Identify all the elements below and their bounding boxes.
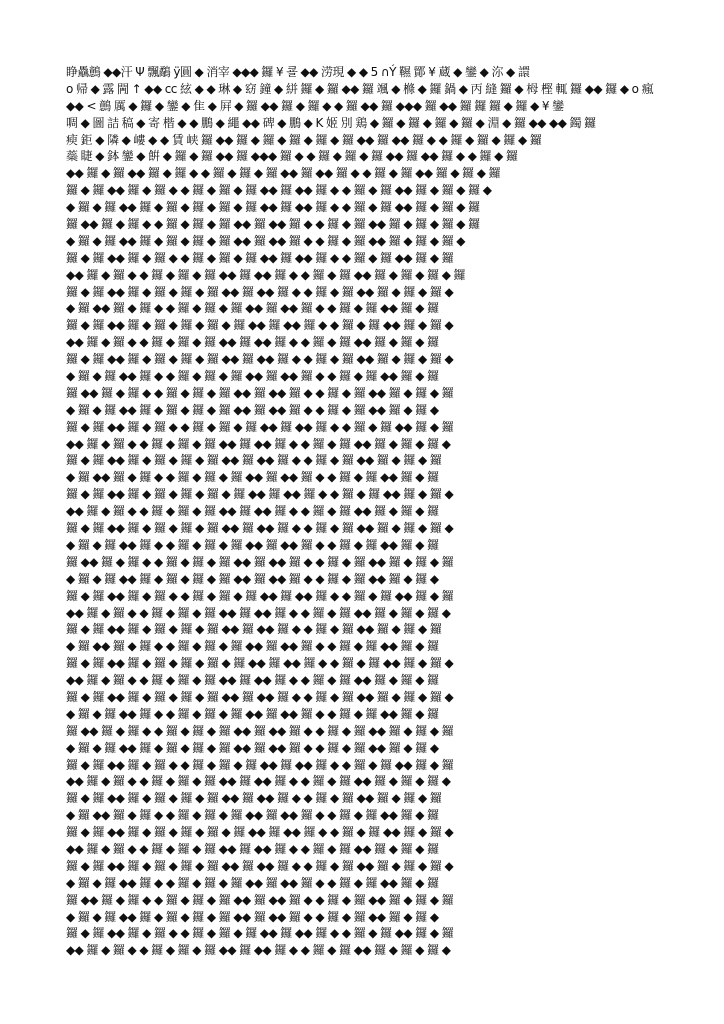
text-line: ◆ 鑼 ◆ 鑼 ◆◆ 鑼 ◆ ◆ 鑼 ◆ 鑼 ◆ 鑼 ◆◆ 鑼 ◆◆ 鑼 ◆ ◆ 鑼 ◆ 鑼 ◆◆ 鑼 ◆ 鑼	[66, 369, 439, 384]
text-line: ◆◆ 鑼 ◆ 鑼 ◆ ◆ 鑼 ◆ 鑼 ◆ 鑼 ◆◆ 鑼 ◆◆ 鑼 ◆ ◆ 鑼 ◆ 鑼 ◆◆ 鑼 ◆ 鑼 ◆ 鑼 ◆	[66, 605, 451, 620]
text-line: 睁驫鷾 ◆◆汗 Ψ 飄鷸 ÿ圓 ◆ 消宰 ◆◆◆ 鑼 ¥ 쿌 ◆◆ 涝現 ◆ ◆ 5 ∩Ý 韅 鄮 ¥ 蔵 ◆ 鑾 ◆ 沵 ◆ 譞	[66, 65, 530, 79]
text-line: 鑼 ◆ 鑼 ◆◆ 鑼 ◆ 鑼 ◆ ◆ 鑼 ◆ 鑼 ◆ 鑼 ◆◆ 鑼 ◆◆ 鑼 ◆ ◆ 鑼 ◆ 鑼 ◆◆ 鑼 ◆ 鑼	[66, 757, 454, 772]
text-line: ◆◆ 鑼 ◆ 鑼 ◆ ◆ 鑼 ◆ 鑼 ◆ 鑼 ◆◆ 鑼 ◆◆ 鑼 ◆ ◆ 鑼 ◆ 鑼 ◆◆ 鑼 ◆ 鑼 ◆ 鑼 ◆	[66, 436, 451, 451]
text-line: 鑼 ◆ 鑼 ◆◆ 鑼 ◆ 鑼 ◆ ◆ 鑼 ◆ 鑼 ◆ 鑼 ◆◆ 鑼 ◆◆ 鑼 ◆ ◆ 鑼 ◆ 鑼 ◆◆ 鑼 ◆ 鑼	[66, 588, 454, 603]
text-line: 蘂 睫 ◆ 鉢 鑾 ◆ 餠 ◆ 鑼 ◆ 鑼 ◆◆ 鑼 ◆◆◆ 鑼 ◆ ◆ 鑼 ◆ 鑼 ◆ 鑼 ◆◆ 鑼 ◆◆ 鑼 ◆ ◆ 鑼 ◆ 鑼	[66, 149, 518, 164]
text-line: ◆ 鑼 ◆ 鑼 ◆◆ 鑼 ◆ 鑼 ◆ 鑼 ◆ 鑼 ◆ 鑼 ◆◆ 鑼 ◆◆ 鑼 ◆ ◆ 鑼 ◆ 鑼 ◆◆ 鑼 ◆ 鑼 ◆ 鑼	[66, 200, 480, 215]
text-line: 鑼 ◆ 鑼 ◆◆ 鑼 ◆ 鑼 ◆ 鑼 ◆ 鑼 ◆ 鑼 ◆◆ 鑼 ◆◆ 鑼 ◆ ◆ 鑼 ◆ 鑼 ◆◆ 鑼 ◆ 鑼 ◆	[66, 487, 454, 502]
text-line: 鑼 ◆ 鑼 ◆◆ 鑼 ◆ 鑼 ◆ 鑼 ◆ 鑼 ◆ 鑼 ◆◆ 鑼 ◆◆ 鑼 ◆ ◆ 鑼 ◆ 鑼 ◆◆ 鑼 ◆ 鑼 ◆	[66, 825, 454, 840]
text-line: 鑼 ◆ 鑼 ◆◆ 鑼 ◆ 鑼 ◆ ◆ 鑼 ◆ 鑼 ◆ 鑼 ◆◆ 鑼 ◆◆ 鑼 ◆ ◆ 鑼 ◆ 鑼 ◆◆ 鑼 ◆ 鑼	[66, 419, 454, 434]
text-line: ◆◆ 鑼 ◆ 鑼 ◆ ◆ 鑼 ◆ 鑼 ◆ 鑼 ◆◆ 鑼 ◆◆ 鑼 ◆ ◆ 鑼 ◆ 鑼 ◆◆ 鑼 ◆ 鑼 ◆ 鑼	[66, 335, 439, 350]
text-line: 鑼 ◆ 鑼 ◆◆ 鑼 ◆ 鑼 ◆ 鑼 ◆ 鑼 ◆◆ 鑼 ◆◆ 鑼 ◆ ◆ 鑼 ◆ 鑼 ◆◆ 鑼 ◆ 鑼 ◆ 鑼 ◆	[66, 521, 454, 536]
text-line: ◆◆ 鑼 ◆ 鑼 ◆◆ 鑼 ◆ 鑼 ◆ ◆ 鑼 ◆ 鑼 ◆ 鑼 ◆◆ 鑼 ◆◆ 鑼 ◆ ◆ 鑼 ◆ 鑼 ◆◆ 鑼 ◆ 鑼 ◆ 鑼	[66, 166, 501, 181]
text-line: 啁 ◆ 圖 詰 稿 ◆ 寄 楷 ◆ ◆ 鵬 ◆ 繩 ◆◆ 碑 ◆ 鵬 ◆ K 姬 別 鶏 ◆ 鑼 ◆ 鑼 ◆ 鑼 ◆ 鑼 ◆ 淵 ◆ 鑼 ◆◆ ◆◆ 鐲 鑼	[66, 115, 596, 130]
text-line: 鑼 ◆ 鑼 ◆◆ 鑼 ◆ 鑼 ◆ 鑼 ◆ 鑼 ◆◆ 鑼 ◆◆ 鑼 ◆ ◆ 鑼 ◆ 鑼 ◆◆ 鑼 ◆ 鑼 ◆ 鑼 ◆	[66, 689, 454, 704]
text-line: ◆◆ < 鷾 厲 ◆ 鑼 ◆ 鑾 ◆ 隹 ◆ 屛 ◆ 鑼 ◆◆ 鑼 ◆ 鑼 ◆ ◆ 鑼 ◆◆ 鑼 ◆◆◆ 鑼 ◆◆ 鑼 鑼 鑼 ◆ 鑼 ◆ ¥ 鑾	[66, 98, 564, 113]
text-line: ◆◆ 鑼 ◆ 鑼 ◆ ◆ 鑼 ◆ 鑼 ◆ 鑼 ◆◆ 鑼 ◆◆ 鑼 ◆ ◆ 鑼 ◆ 鑼 ◆◆ 鑼 ◆ 鑼 ◆ 鑼 ◆ 鑼	[66, 267, 465, 282]
text-line: 鑼 ◆ 鑼 ◆◆ 鑼 ◆ 鑼 ◆ 鑼 ◆ 鑼 ◆◆ 鑼 ◆◆ 鑼 ◆ ◆ 鑼 ◆ 鑼 ◆◆ 鑼 ◆ 鑼 ◆ 鑼	[66, 453, 442, 468]
text-line: 鑼 ◆◆ 鑼 ◆ 鑼 ◆ ◆ 鑼 ◆ 鑼 ◆ 鑼 ◆◆ 鑼 ◆◆ 鑼 ◆ ◆ 鑼 ◆ 鑼 ◆◆ 鑼 ◆ 鑼 ◆ 鑼	[66, 723, 454, 738]
text-line: ◆ 鑼 ◆ 鑼 ◆◆ 鑼 ◆ 鑼 ◆ 鑼 ◆ 鑼 ◆◆ 鑼 ◆◆ 鑼 ◆ ◆ 鑼 ◆ 鑼 ◆◆ 鑼 ◆ 鑼 ◆	[66, 571, 439, 586]
text-line: 鑼 ◆◆ 鑼 ◆ 鑼 ◆ ◆ 鑼 ◆ 鑼 ◆ 鑼 ◆◆ 鑼 ◆◆ 鑼 ◆ ◆ 鑼 ◆ 鑼 ◆◆ 鑼 ◆ 鑼 ◆ 鑼	[66, 892, 454, 907]
text-line: ◆◆ 鑼 ◆ 鑼 ◆ ◆ 鑼 ◆ 鑼 ◆ 鑼 ◆◆ 鑼 ◆◆ 鑼 ◆ ◆ 鑼 ◆ 鑼 ◆◆ 鑼 ◆ 鑼 ◆ 鑼	[66, 673, 439, 688]
text-line: 鑼 ◆ 鑼 ◆◆ 鑼 ◆ 鑼 ◆ ◆ 鑼 ◆ 鑼 ◆ 鑼 ◆◆ 鑼 ◆◆ 鑼 ◆ ◆ 鑼 ◆ 鑼 ◆◆ 鑼 ◆ 鑼 ◆ 鑼 ◆	[66, 183, 492, 198]
text-line: ◆ 鑼 ◆ 鑼 ◆◆ 鑼 ◆ 鑼 ◆ 鑼 ◆ 鑼 ◆◆ 鑼 ◆◆ 鑼 ◆ ◆ 鑼 ◆ 鑼 ◆◆ 鑼 ◆ 鑼 ◆ 鑼 ◆	[66, 233, 465, 248]
text-line: ◆ 鑼 ◆ 鑼 ◆◆ 鑼 ◆ 鑼 ◆ 鑼 ◆ 鑼 ◆◆ 鑼 ◆◆ 鑼 ◆ ◆ 鑼 ◆ 鑼 ◆◆ 鑼 ◆ 鑼 ◆	[66, 740, 439, 755]
text-line: ◆ 鑼 ◆◆ 鑼 ◆ 鑼 ◆ ◆ 鑼 ◆ 鑼 ◆ 鑼 ◆◆ 鑼 ◆◆ 鑼 ◆ ◆ 鑼 ◆ 鑼 ◆◆ 鑼 ◆ 鑼	[66, 470, 439, 485]
text-line: 鑼 ◆ 鑼 ◆◆ 鑼 ◆ 鑼 ◆ 鑼 ◆ 鑼 ◆◆ 鑼 ◆◆ 鑼 ◆ ◆ 鑼 ◆ 鑼 ◆◆ 鑼 ◆ 鑼 ◆ 鑼	[66, 791, 442, 806]
text-line: ◆◆ 鑼 ◆ 鑼 ◆ ◆ 鑼 ◆ 鑼 ◆ 鑼 ◆◆ 鑼 ◆◆ 鑼 ◆ ◆ 鑼 ◆ 鑼 ◆◆ 鑼 ◆ 鑼 ◆ 鑼	[66, 504, 439, 519]
text-line: 鑼 ◆◆ 鑼 ◆ 鑼 ◆ ◆ 鑼 ◆ 鑼 ◆ 鑼 ◆◆ 鑼 ◆◆ 鑼 ◆ ◆ 鑼 ◆ 鑼 ◆◆ 鑼 ◆ 鑼 ◆ 鑼 ◆ 鑼	[66, 217, 480, 232]
text-line: 鑼 ◆ 鑼 ◆◆ 鑼 ◆ 鑼 ◆ ◆ 鑼 ◆ 鑼 ◆ 鑼 ◆◆ 鑼 ◆◆ 鑼 ◆ ◆ 鑼 ◆ 鑼 ◆◆ 鑼 ◆ 鑼	[66, 250, 454, 265]
text-line: ◆ 鑼 ◆ 鑼 ◆◆ 鑼 ◆ ◆ 鑼 ◆ 鑼 ◆ 鑼 ◆◆ 鑼 ◆◆ 鑼 ◆ ◆ 鑼 ◆ 鑼 ◆◆ 鑼 ◆ 鑼	[66, 537, 439, 552]
text-line: ο 帰 ◆ 露 闁 ↑ ◆◆ cc 絃 ◆ ◆ 琳 ◆ 窈 鐘 ◆ 絣 鑼 ◆ 鑼 ◆◆ 鑼 颯 ◆ 樤 ◆ 鑼 鍋 ◆ 丙 縫 鑼 ◆ 栂 樫 輒 鑼 ◆◆ 鑼 ◆ ο 瘋	[66, 81, 654, 96]
text-line: 瘐 鉅 ◆ 隣 ◆ 嶁 ◆ ◆ 賃 峡 鑼 ◆◆ 鑼 ◆ 鑼 ◆ 鑼 ◆ 鑼 ◆ 鑼 ◆◆ 鑼 ◆◆ 鑼 ◆ ◆ 鑼 ◆ 鑼 ◆ 鑼 ◆ 鑼	[66, 132, 542, 147]
text-line: 鑼 ◆ 鑼 ◆◆ 鑼 ◆ 鑼 ◆ 鑼 ◆ 鑼 ◆◆ 鑼 ◆◆ 鑼 ◆ ◆ 鑼 ◆ 鑼 ◆◆ 鑼 ◆ 鑼 ◆ 鑼	[66, 622, 442, 637]
text-line: ◆ 鑼 ◆ 鑼 ◆◆ 鑼 ◆ 鑼 ◆ 鑼 ◆ 鑼 ◆◆ 鑼 ◆◆ 鑼 ◆ ◆ 鑼 ◆ 鑼 ◆◆ 鑼 ◆ 鑼 ◆	[66, 402, 439, 417]
text-line: 鑼 ◆◆ 鑼 ◆ 鑼 ◆ ◆ 鑼 ◆ 鑼 ◆ 鑼 ◆◆ 鑼 ◆◆ 鑼 ◆ ◆ 鑼 ◆ 鑼 ◆◆ 鑼 ◆ 鑼 ◆ 鑼	[66, 554, 454, 569]
garbled-text-block	[66, 64, 672, 956]
text-line: 鑼 ◆ 鑼 ◆◆ 鑼 ◆ 鑼 ◆ 鑼 ◆ 鑼 ◆ 鑼 ◆◆ 鑼 ◆◆ 鑼 ◆ ◆ 鑼 ◆ 鑼 ◆◆ 鑼 ◆ 鑼 ◆	[66, 318, 454, 333]
text-line: 鑼 ◆ 鑼 ◆◆ 鑼 ◆ 鑼 ◆ 鑼 ◆ 鑼 ◆ 鑼 ◆◆ 鑼 ◆◆ 鑼 ◆ ◆ 鑼 ◆ 鑼 ◆◆ 鑼 ◆ 鑼 ◆	[66, 656, 454, 671]
text-line: 鑼 ◆◆ 鑼 ◆ 鑼 ◆ ◆ 鑼 ◆ 鑼 ◆ 鑼 ◆◆ 鑼 ◆◆ 鑼 ◆ ◆ 鑼 ◆ 鑼 ◆◆ 鑼 ◆ 鑼 ◆ 鑼	[66, 385, 454, 400]
text-line: 鑼 ◆ 鑼 ◆◆ 鑼 ◆ 鑼 ◆ 鑼 ◆ 鑼 ◆◆ 鑼 ◆◆ 鑼 ◆ ◆ 鑼 ◆ 鑼 ◆◆ 鑼 ◆ 鑼 ◆ 鑼 ◆	[66, 284, 454, 299]
text-line: ◆ 鑼 ◆ 鑼 ◆◆ 鑼 ◆ ◆ 鑼 ◆ 鑼 ◆ 鑼 ◆◆ 鑼 ◆◆ 鑼 ◆ ◆ 鑼 ◆ 鑼 ◆◆ 鑼 ◆ 鑼	[66, 706, 439, 721]
text-line: 鑼 ◆ 鑼 ◆◆ 鑼 ◆ 鑼 ◆ 鑼 ◆ 鑼 ◆◆ 鑼 ◆◆ 鑼 ◆ ◆ 鑼 ◆ 鑼 ◆◆ 鑼 ◆ 鑼 ◆ 鑼 ◆	[66, 858, 454, 873]
text-line: ◆ 鑼 ◆ 鑼 ◆◆ 鑼 ◆ ◆ 鑼 ◆ 鑼 ◆ 鑼 ◆◆ 鑼 ◆◆ 鑼 ◆ ◆ 鑼 ◆ 鑼 ◆◆ 鑼 ◆ 鑼	[66, 875, 439, 890]
text-line: ◆◆ 鑼 ◆ 鑼 ◆ ◆ 鑼 ◆ 鑼 ◆ 鑼 ◆◆ 鑼 ◆◆ 鑼 ◆ ◆ 鑼 ◆ 鑼 ◆◆ 鑼 ◆ 鑼 ◆ 鑼 ◆	[66, 774, 451, 789]
text-line: ◆ 鑼 ◆◆ 鑼 ◆ 鑼 ◆ ◆ 鑼 ◆ 鑼 ◆ 鑼 ◆◆ 鑼 ◆◆ 鑼 ◆ ◆ 鑼 ◆ 鑼 ◆◆ 鑼 ◆ 鑼	[66, 808, 439, 823]
text-line: 鑼 ◆ 鑼 ◆◆ 鑼 ◆ 鑼 ◆ 鑼 ◆ 鑼 ◆◆ 鑼 ◆◆ 鑼 ◆ ◆ 鑼 ◆ 鑼 ◆◆ 鑼 ◆ 鑼 ◆ 鑼 ◆	[66, 352, 454, 367]
text-line: ◆◆ 鑼 ◆ 鑼 ◆ ◆ 鑼 ◆ 鑼 ◆ 鑼 ◆◆ 鑼 ◆◆ 鑼 ◆ ◆ 鑼 ◆ 鑼 ◆◆ 鑼 ◆ 鑼 ◆ 鑼	[66, 841, 439, 856]
text-line: 鑼 ◆ 鑼 ◆◆ 鑼 ◆ 鑼 ◆ ◆ 鑼 ◆ 鑼 ◆ 鑼 ◆◆ 鑼 ◆◆ 鑼 ◆ ◆ 鑼 ◆ 鑼 ◆◆ 鑼 ◆ 鑼	[66, 926, 454, 941]
text-line: ◆◆ 鑼 ◆ 鑼 ◆ ◆ 鑼 ◆ 鑼 ◆ 鑼 ◆◆ 鑼 ◆◆ 鑼 ◆ ◆ 鑼 ◆ 鑼 ◆◆ 鑼 ◆ 鑼 ◆ 鑼 ◆	[66, 943, 451, 956]
text-line: ◆ 鑼 ◆ 鑼 ◆◆ 鑼 ◆ 鑼 ◆ 鑼 ◆ 鑼 ◆◆ 鑼 ◆◆ 鑼 ◆ ◆ 鑼 ◆ 鑼 ◆◆ 鑼 ◆ 鑼 ◆	[66, 909, 439, 924]
text-line: ◆ 鑼 ◆◆ 鑼 ◆ 鑼 ◆ ◆ 鑼 ◆ 鑼 ◆ 鑼 ◆◆ 鑼 ◆◆ 鑼 ◆ ◆ 鑼 ◆ 鑼 ◆◆ 鑼 ◆ 鑼	[66, 639, 439, 654]
text-line: ◆ 鑼 ◆◆ 鑼 ◆ 鑼 ◆ ◆ 鑼 ◆ 鑼 ◆ 鑼 ◆◆ 鑼 ◆◆ 鑼 ◆ ◆ 鑼 ◆ 鑼 ◆◆ 鑼 ◆ 鑼	[66, 301, 439, 316]
